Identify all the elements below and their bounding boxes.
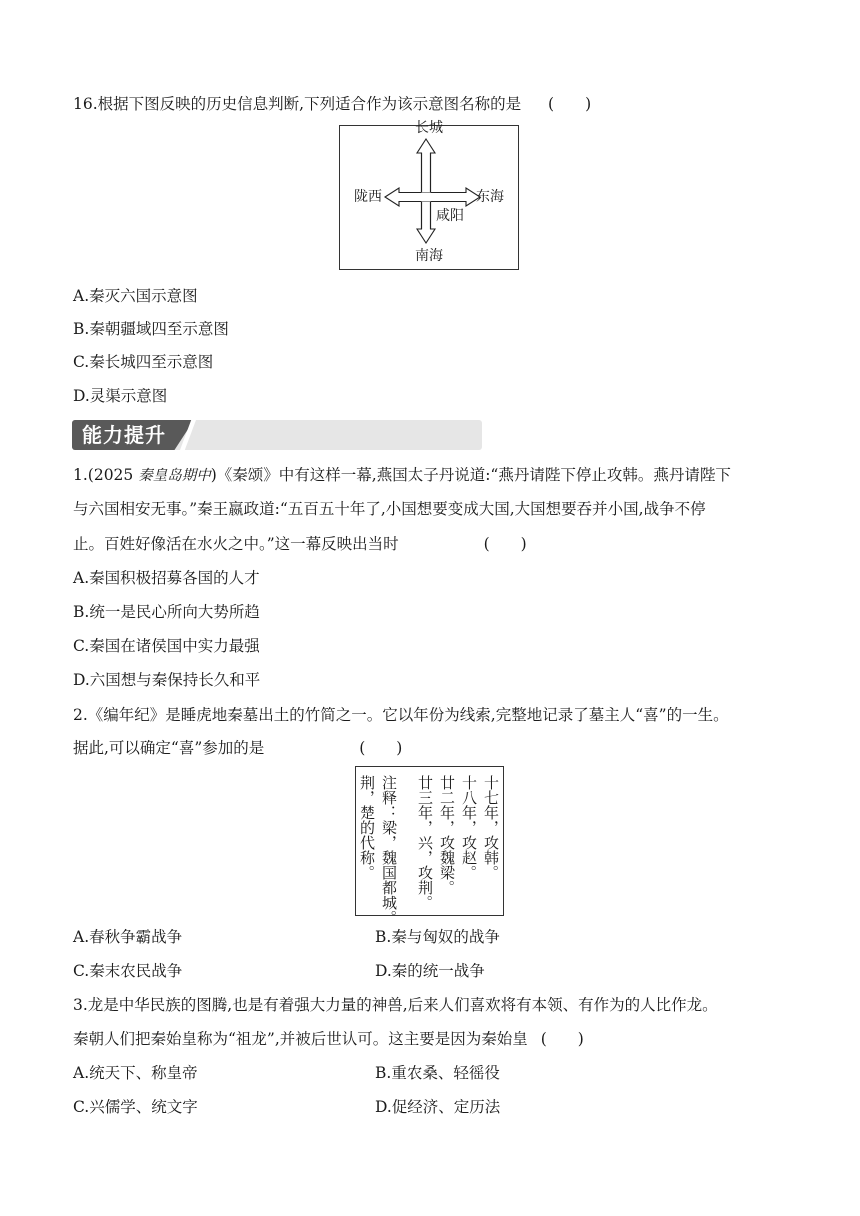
label-south: 南海: [415, 248, 443, 264]
q3-line-2: [73, 1028, 584, 1050]
q2-line-1: 2.《编年纪》是睡虎地秦墓出土的竹简之一。它以年份为线索,完整地记录了墓主人“喜”的一生。: [73, 706, 729, 724]
q16-stem-line: [73, 93, 591, 115]
q3-line-1: 3.龙是中华民族的图腾,也是有着强大力量的神兽,后来人们喜欢将有本领、有作为的人比作龙。: [73, 996, 718, 1014]
q1-line-2: 与六国相安无事。”秦王嬴政道:“五百五十年了,小国想要变成大国,大国想要吞并小国,战争不停: [73, 500, 706, 518]
label-west: 陇西: [354, 189, 382, 205]
q3-option-b: B.重农桑、轻徭役: [375, 1064, 500, 1082]
q1-option-c: C.秦国在诸侯国中实力最强: [73, 637, 260, 655]
q1-line-3: [73, 533, 527, 555]
q2-option-c: C.秦末农民战争: [73, 962, 183, 980]
q16-option-b: B.秦朝疆域四至示意图: [73, 320, 229, 338]
label-east: 东海: [476, 189, 504, 205]
bamboo-slip-text-box: [355, 766, 504, 925]
q3-option-a: A.统天下、称皇帝: [73, 1064, 198, 1082]
q2-text-2: 据此,可以确定“喜”参加的是: [73, 739, 265, 757]
q3-option-c: C.兴儒学、统文字: [73, 1098, 198, 1116]
q2-line-2: [73, 737, 402, 759]
label-north: 长城: [415, 120, 443, 136]
q2-answer-paren: ( ): [359, 739, 403, 757]
q3-answer-paren: ( ): [540, 1030, 584, 1048]
q16-stem: 16.根据下图反映的历史信息判断,下列适合作为该示意图名称的是: [73, 95, 522, 113]
q2-option-a: A.春秋争霸战争: [73, 928, 183, 946]
q16-option-c: C.秦长城四至示意图: [73, 353, 214, 371]
q1-answer-paren: ( ): [483, 535, 527, 553]
q1-text-1: )《秦颂》中有这样一幕,燕国太子丹说道:“燕丹请陛下停止攻韩。燕丹请陛下: [210, 466, 731, 484]
slip-note-1: 注释：梁，魏国都城。: [380, 775, 398, 925]
section-title: 能力提升: [82, 423, 166, 447]
slip-column-4: 廿三年，兴，攻荆。: [416, 775, 434, 910]
q1-option-d: D.六国想与秦保持长久和平: [73, 671, 261, 689]
q3-option-d: D.促经济、定历法: [375, 1098, 501, 1116]
label-center: 咸阳: [436, 208, 464, 224]
slip-note-2: 荆，楚的代称。: [358, 775, 376, 880]
q1-line-1: [73, 464, 731, 487]
q16-option-a: A.秦灭六国示意图: [73, 287, 198, 305]
slip-column-3: 廿二年，攻魏梁。: [438, 775, 456, 895]
q1-option-a: A.秦国积极招募各国的人才: [73, 569, 260, 587]
west-east-arrow: [385, 188, 480, 206]
slip-column-1: 十七年，攻韩。: [482, 775, 500, 880]
q16-option-d: D.灵渠示意图: [73, 387, 168, 405]
q3-text-2: 秦朝人们把秦始皇称为“祖龙”,并被后世认可。这主要是因为秦始皇: [73, 1030, 528, 1048]
q1-text-3: 止。百姓好像活在水火之中。”这一幕反映出当时: [73, 535, 399, 553]
q1-source: 秦皇岛期中: [138, 468, 211, 484]
q1-option-b: B.统一是民心所向大势所趋: [73, 603, 260, 621]
q2-option-b: B.秦与匈奴的战争: [375, 928, 500, 946]
q1-prefix: 1.(2025: [73, 466, 139, 484]
direction-diagram: [339, 120, 519, 270]
section-banner: [72, 420, 482, 450]
q2-option-d: D.秦的统一战争: [375, 962, 485, 980]
q16-answer-paren: ( ): [548, 95, 592, 113]
north-south-arrow: [417, 139, 435, 243]
slip-column-2: 十八年，攻赵。: [460, 775, 478, 880]
